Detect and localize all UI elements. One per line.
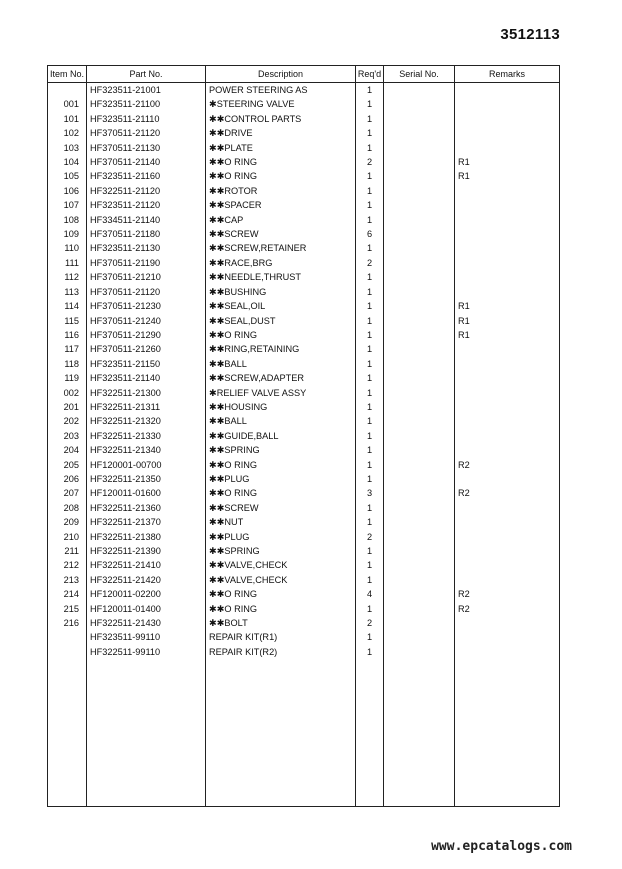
cell-reqd: 1 bbox=[356, 328, 384, 342]
cell-remarks bbox=[455, 544, 560, 558]
cell-remarks bbox=[455, 126, 560, 140]
cell-serial-no bbox=[384, 486, 455, 500]
cell-item-no: 213 bbox=[48, 573, 87, 587]
cell-item-no: 209 bbox=[48, 515, 87, 529]
cell-part-no: HF334511-21140 bbox=[87, 213, 206, 227]
cell-description: ✱✱O RING bbox=[206, 155, 356, 169]
cell-reqd: 1 bbox=[356, 515, 384, 529]
cell-serial-no bbox=[384, 357, 455, 371]
cell-item-no: 002 bbox=[48, 386, 87, 400]
cell-description: ✱✱GUIDE,BALL bbox=[206, 429, 356, 443]
cell-description: ✱✱ROTOR bbox=[206, 184, 356, 198]
cell-description: REPAIR KIT(R2) bbox=[206, 645, 356, 659]
cell-description: POWER STEERING AS bbox=[206, 83, 356, 98]
table-row bbox=[48, 429, 560, 443]
cell-serial-no bbox=[384, 501, 455, 515]
cell-serial-no bbox=[384, 630, 455, 644]
cell-reqd: 1 bbox=[356, 213, 384, 227]
cell-part-no: HF322511-21380 bbox=[87, 530, 206, 544]
table-row bbox=[48, 97, 560, 111]
table-row bbox=[48, 256, 560, 270]
cell-part-no: HF370511-21260 bbox=[87, 342, 206, 356]
cell-remarks bbox=[455, 184, 560, 198]
cell-item-no: 101 bbox=[48, 112, 87, 126]
cell-description: ✱STEERING VALVE bbox=[206, 97, 356, 111]
cell-remarks bbox=[455, 256, 560, 270]
cell-part-no: HF120011-01600 bbox=[87, 486, 206, 500]
cell-description: ✱✱PLATE bbox=[206, 141, 356, 155]
cell-reqd: 4 bbox=[356, 587, 384, 601]
table-row bbox=[48, 386, 560, 400]
cell-reqd: 6 bbox=[356, 227, 384, 241]
cell-item-no: 115 bbox=[48, 314, 87, 328]
cell-item-no: 211 bbox=[48, 544, 87, 558]
table-row bbox=[48, 602, 560, 616]
table-row bbox=[48, 587, 560, 601]
cell-remarks bbox=[455, 443, 560, 457]
cell-serial-no bbox=[384, 198, 455, 212]
cell-reqd: 1 bbox=[356, 270, 384, 284]
table-row bbox=[48, 270, 560, 284]
cell-part-no: HF370511-21290 bbox=[87, 328, 206, 342]
cell-description: ✱✱RING,RETAINING bbox=[206, 342, 356, 356]
cell-reqd: 1 bbox=[356, 299, 384, 313]
cell-part-no: HF322511-21360 bbox=[87, 501, 206, 515]
table-row bbox=[48, 112, 560, 126]
cell-part-no: HF370511-21210 bbox=[87, 270, 206, 284]
cell-serial-no bbox=[384, 587, 455, 601]
header-description: Description bbox=[206, 66, 356, 83]
cell-reqd: 1 bbox=[356, 371, 384, 385]
cell-description: ✱✱VALVE,CHECK bbox=[206, 558, 356, 572]
header-part-no: Part No. bbox=[87, 66, 206, 83]
cell-remarks bbox=[455, 616, 560, 630]
watermark: www.epcatalogs.com bbox=[431, 839, 572, 854]
cell-item-no: 118 bbox=[48, 357, 87, 371]
cell-remarks: R2 bbox=[455, 458, 560, 472]
table-row bbox=[48, 342, 560, 356]
cell-description: REPAIR KIT(R1) bbox=[206, 630, 356, 644]
cell-serial-no bbox=[384, 213, 455, 227]
table-row bbox=[48, 558, 560, 572]
cell-item-no: 214 bbox=[48, 587, 87, 601]
cell-item-no: 216 bbox=[48, 616, 87, 630]
cell-description: ✱✱O RING bbox=[206, 328, 356, 342]
cell-serial-no bbox=[384, 414, 455, 428]
cell-description: ✱✱RACE,BRG bbox=[206, 256, 356, 270]
table-row bbox=[48, 501, 560, 515]
cell-remarks: R2 bbox=[455, 587, 560, 601]
cell-reqd: 1 bbox=[356, 443, 384, 457]
cell-remarks: R2 bbox=[455, 486, 560, 500]
table-row bbox=[48, 616, 560, 630]
table-row bbox=[48, 414, 560, 428]
table-row bbox=[48, 126, 560, 140]
cell-description: ✱✱HOUSING bbox=[206, 400, 356, 414]
cell-serial-no bbox=[384, 155, 455, 169]
cell-reqd: 1 bbox=[356, 472, 384, 486]
cell-reqd: 1 bbox=[356, 83, 384, 98]
cell-part-no: HF322511-21420 bbox=[87, 573, 206, 587]
cell-item-no: 113 bbox=[48, 285, 87, 299]
cell-reqd: 1 bbox=[356, 112, 384, 126]
cell-item-no: 108 bbox=[48, 213, 87, 227]
table-row bbox=[48, 328, 560, 342]
table-row bbox=[48, 141, 560, 155]
table-row bbox=[48, 400, 560, 414]
cell-part-no: HF322511-21340 bbox=[87, 443, 206, 457]
cell-part-no: HF370511-21240 bbox=[87, 314, 206, 328]
cell-part-no: HF120011-01400 bbox=[87, 602, 206, 616]
cell-part-no: HF120011-02200 bbox=[87, 587, 206, 601]
cell-remarks bbox=[455, 342, 560, 356]
cell-part-no: HF323511-21150 bbox=[87, 357, 206, 371]
cell-serial-no bbox=[384, 83, 455, 98]
cell-part-no: HF323511-99110 bbox=[87, 630, 206, 644]
cell-serial-no bbox=[384, 112, 455, 126]
cell-description: ✱✱O RING bbox=[206, 602, 356, 616]
cell-item-no: 112 bbox=[48, 270, 87, 284]
cell-description: ✱✱O RING bbox=[206, 169, 356, 183]
cell-serial-no bbox=[384, 169, 455, 183]
table-row bbox=[48, 241, 560, 255]
cell-description: ✱✱BOLT bbox=[206, 616, 356, 630]
table-filler-row bbox=[48, 659, 560, 806]
cell-item-no: 106 bbox=[48, 184, 87, 198]
cell-remarks: R1 bbox=[455, 314, 560, 328]
cell-remarks bbox=[455, 515, 560, 529]
cell-description: ✱✱SEAL,DUST bbox=[206, 314, 356, 328]
cell-reqd: 2 bbox=[356, 616, 384, 630]
cell-reqd: 3 bbox=[356, 486, 384, 500]
cell-remarks bbox=[455, 83, 560, 98]
cell-item-no: 104 bbox=[48, 155, 87, 169]
cell-serial-no bbox=[384, 515, 455, 529]
cell-part-no: HF322511-21320 bbox=[87, 414, 206, 428]
cell-item-no: 205 bbox=[48, 458, 87, 472]
table-row bbox=[48, 515, 560, 529]
cell-reqd: 1 bbox=[356, 184, 384, 198]
cell-reqd: 1 bbox=[356, 169, 384, 183]
cell-serial-no bbox=[384, 616, 455, 630]
cell-part-no: HF120001-00700 bbox=[87, 458, 206, 472]
cell-remarks: R1 bbox=[455, 328, 560, 342]
cell-item-no: 203 bbox=[48, 429, 87, 443]
cell-remarks bbox=[455, 285, 560, 299]
cell-description: ✱✱BALL bbox=[206, 414, 356, 428]
cell-serial-no bbox=[384, 97, 455, 111]
cell-part-no: HF322511-21311 bbox=[87, 400, 206, 414]
cell-serial-no bbox=[384, 285, 455, 299]
table-row bbox=[48, 83, 560, 98]
cell-description: ✱✱SPRING bbox=[206, 544, 356, 558]
cell-remarks: R1 bbox=[455, 155, 560, 169]
cell-remarks bbox=[455, 112, 560, 126]
cell-part-no: HF370511-21120 bbox=[87, 285, 206, 299]
cell-remarks bbox=[455, 472, 560, 486]
cell-remarks bbox=[455, 530, 560, 544]
cell-description: ✱✱PLUG bbox=[206, 530, 356, 544]
cell-reqd: 2 bbox=[356, 256, 384, 270]
cell-reqd: 1 bbox=[356, 630, 384, 644]
cell-item-no: 119 bbox=[48, 371, 87, 385]
cell-description: ✱✱SPACER bbox=[206, 198, 356, 212]
table-row bbox=[48, 544, 560, 558]
cell-description: ✱✱SCREW,ADAPTER bbox=[206, 371, 356, 385]
cell-serial-no bbox=[384, 299, 455, 313]
parts-table-body bbox=[48, 83, 560, 807]
cell-part-no: HF323511-21100 bbox=[87, 97, 206, 111]
cell-reqd: 1 bbox=[356, 400, 384, 414]
cell-remarks: R1 bbox=[455, 169, 560, 183]
cell-reqd: 1 bbox=[356, 645, 384, 659]
cell-serial-no bbox=[384, 328, 455, 342]
cell-serial-no bbox=[384, 371, 455, 385]
table-row bbox=[48, 155, 560, 169]
cell-serial-no bbox=[384, 573, 455, 587]
cell-description: ✱✱CAP bbox=[206, 213, 356, 227]
cell-item-no: 107 bbox=[48, 198, 87, 212]
table-row bbox=[48, 443, 560, 457]
cell-item-no: 212 bbox=[48, 558, 87, 572]
cell-part-no: HF370511-21180 bbox=[87, 227, 206, 241]
cell-description: ✱✱O RING bbox=[206, 486, 356, 500]
table-row bbox=[48, 169, 560, 183]
table-row bbox=[48, 371, 560, 385]
cell-item-no bbox=[48, 83, 87, 98]
cell-serial-no bbox=[384, 544, 455, 558]
cell-part-no: HF322511-21300 bbox=[87, 386, 206, 400]
cell-description: ✱✱BUSHING bbox=[206, 285, 356, 299]
cell-remarks bbox=[455, 241, 560, 255]
table-row bbox=[48, 645, 560, 659]
cell-description: ✱✱SEAL,OIL bbox=[206, 299, 356, 313]
cell-serial-no bbox=[384, 429, 455, 443]
cell-serial-no bbox=[384, 443, 455, 457]
table-row bbox=[48, 630, 560, 644]
cell-description: ✱✱NEEDLE,THRUST bbox=[206, 270, 356, 284]
header-reqd: Req'd bbox=[356, 66, 384, 83]
parts-table bbox=[47, 65, 560, 807]
cell-remarks: R2 bbox=[455, 602, 560, 616]
table-row bbox=[48, 184, 560, 198]
cell-remarks bbox=[455, 429, 560, 443]
cell-remarks bbox=[455, 270, 560, 284]
cell-item-no: 210 bbox=[48, 530, 87, 544]
cell-part-no: HF322511-21390 bbox=[87, 544, 206, 558]
cell-serial-no bbox=[384, 400, 455, 414]
cell-serial-no bbox=[384, 126, 455, 140]
table-row bbox=[48, 285, 560, 299]
table-header-row bbox=[48, 66, 560, 83]
cell-part-no: HF370511-21190 bbox=[87, 256, 206, 270]
cell-description: ✱✱SCREW bbox=[206, 501, 356, 515]
cell-remarks bbox=[455, 141, 560, 155]
cell-description: ✱✱VALVE,CHECK bbox=[206, 573, 356, 587]
cell-serial-no bbox=[384, 256, 455, 270]
cell-part-no: HF322511-21330 bbox=[87, 429, 206, 443]
cell-part-no: HF323511-21160 bbox=[87, 169, 206, 183]
cell-description: ✱✱O RING bbox=[206, 587, 356, 601]
table-row bbox=[48, 458, 560, 472]
cell-item-no: 110 bbox=[48, 241, 87, 255]
cell-item-no: 105 bbox=[48, 169, 87, 183]
cell-reqd: 1 bbox=[356, 386, 384, 400]
table-row bbox=[48, 357, 560, 371]
cell-serial-no bbox=[384, 314, 455, 328]
cell-part-no: HF322511-21410 bbox=[87, 558, 206, 572]
cell-item-no: 001 bbox=[48, 97, 87, 111]
cell-part-no: HF323511-21001 bbox=[87, 83, 206, 98]
table-row bbox=[48, 486, 560, 500]
cell-reqd: 1 bbox=[356, 198, 384, 212]
document-number: 3512113 bbox=[500, 26, 560, 43]
cell-remarks bbox=[455, 400, 560, 414]
cell-reqd: 1 bbox=[356, 429, 384, 443]
cell-remarks: R1 bbox=[455, 299, 560, 313]
cell-serial-no bbox=[384, 602, 455, 616]
cell-remarks bbox=[455, 558, 560, 572]
cell-part-no: HF323511-21130 bbox=[87, 241, 206, 255]
cell-part-no: HF323511-21140 bbox=[87, 371, 206, 385]
cell-reqd: 1 bbox=[356, 544, 384, 558]
table-row bbox=[48, 530, 560, 544]
cell-reqd: 1 bbox=[356, 414, 384, 428]
cell-item-no: 114 bbox=[48, 299, 87, 313]
cell-description: ✱✱PLUG bbox=[206, 472, 356, 486]
cell-reqd: 1 bbox=[356, 314, 384, 328]
cell-part-no: HF322511-21370 bbox=[87, 515, 206, 529]
cell-serial-no bbox=[384, 530, 455, 544]
cell-reqd: 1 bbox=[356, 285, 384, 299]
cell-reqd: 2 bbox=[356, 530, 384, 544]
header-remarks: Remarks bbox=[455, 66, 560, 83]
cell-remarks bbox=[455, 371, 560, 385]
cell-remarks bbox=[455, 213, 560, 227]
cell-item-no: 117 bbox=[48, 342, 87, 356]
cell-item-no: 116 bbox=[48, 328, 87, 342]
cell-description: ✱✱O RING bbox=[206, 458, 356, 472]
cell-item-no: 206 bbox=[48, 472, 87, 486]
cell-part-no: HF323511-21120 bbox=[87, 198, 206, 212]
cell-reqd: 1 bbox=[356, 501, 384, 515]
cell-remarks bbox=[455, 573, 560, 587]
cell-item-no bbox=[48, 645, 87, 659]
cell-item-no: 109 bbox=[48, 227, 87, 241]
table-row bbox=[48, 314, 560, 328]
cell-remarks bbox=[455, 97, 560, 111]
cell-item-no: 201 bbox=[48, 400, 87, 414]
cell-serial-no bbox=[384, 241, 455, 255]
table-row bbox=[48, 299, 560, 313]
cell-serial-no bbox=[384, 227, 455, 241]
cell-part-no: HF370511-21120 bbox=[87, 126, 206, 140]
cell-item-no: 215 bbox=[48, 602, 87, 616]
cell-remarks bbox=[455, 198, 560, 212]
cell-serial-no bbox=[384, 645, 455, 659]
cell-reqd: 1 bbox=[356, 141, 384, 155]
cell-part-no: HF322511-21430 bbox=[87, 616, 206, 630]
cell-description: ✱✱SCREW bbox=[206, 227, 356, 241]
cell-reqd: 1 bbox=[356, 357, 384, 371]
cell-item-no bbox=[48, 630, 87, 644]
cell-reqd: 1 bbox=[356, 558, 384, 572]
table-row bbox=[48, 472, 560, 486]
cell-description: ✱✱CONTROL PARTS bbox=[206, 112, 356, 126]
cell-remarks bbox=[455, 645, 560, 659]
cell-item-no: 202 bbox=[48, 414, 87, 428]
cell-part-no: HF323511-21110 bbox=[87, 112, 206, 126]
cell-description: ✱✱NUT bbox=[206, 515, 356, 529]
cell-reqd: 1 bbox=[356, 126, 384, 140]
cell-description: ✱✱SPRING bbox=[206, 443, 356, 457]
cell-item-no: 204 bbox=[48, 443, 87, 457]
cell-serial-no bbox=[384, 558, 455, 572]
cell-part-no: HF322511-99110 bbox=[87, 645, 206, 659]
cell-item-no: 207 bbox=[48, 486, 87, 500]
cell-part-no: HF370511-21130 bbox=[87, 141, 206, 155]
cell-remarks bbox=[455, 386, 560, 400]
cell-serial-no bbox=[384, 270, 455, 284]
cell-item-no: 208 bbox=[48, 501, 87, 515]
header-serial-no: Serial No. bbox=[384, 66, 455, 83]
cell-description: ✱✱SCREW,RETAINER bbox=[206, 241, 356, 255]
cell-remarks bbox=[455, 357, 560, 371]
cell-remarks bbox=[455, 501, 560, 515]
cell-remarks bbox=[455, 414, 560, 428]
cell-description: ✱✱BALL bbox=[206, 357, 356, 371]
cell-part-no: HF322511-21350 bbox=[87, 472, 206, 486]
cell-remarks bbox=[455, 227, 560, 241]
cell-reqd: 1 bbox=[356, 241, 384, 255]
header-item-no: Item No. bbox=[48, 66, 87, 83]
cell-reqd: 1 bbox=[356, 342, 384, 356]
cell-part-no: HF370511-21140 bbox=[87, 155, 206, 169]
cell-reqd: 1 bbox=[356, 458, 384, 472]
table-row bbox=[48, 213, 560, 227]
table-row bbox=[48, 227, 560, 241]
cell-description: ✱RELIEF VALVE ASSY bbox=[206, 386, 356, 400]
table-row bbox=[48, 198, 560, 212]
cell-item-no: 102 bbox=[48, 126, 87, 140]
cell-serial-no bbox=[384, 342, 455, 356]
cell-serial-no bbox=[384, 141, 455, 155]
cell-part-no: HF370511-21230 bbox=[87, 299, 206, 313]
cell-item-no: 111 bbox=[48, 256, 87, 270]
table-row bbox=[48, 573, 560, 587]
cell-serial-no bbox=[384, 458, 455, 472]
cell-serial-no bbox=[384, 184, 455, 198]
cell-item-no: 103 bbox=[48, 141, 87, 155]
cell-reqd: 1 bbox=[356, 602, 384, 616]
cell-part-no: HF322511-21120 bbox=[87, 184, 206, 198]
cell-description: ✱✱DRIVE bbox=[206, 126, 356, 140]
cell-reqd: 2 bbox=[356, 155, 384, 169]
cell-remarks bbox=[455, 630, 560, 644]
cell-reqd: 1 bbox=[356, 97, 384, 111]
cell-serial-no bbox=[384, 472, 455, 486]
cell-serial-no bbox=[384, 386, 455, 400]
cell-reqd: 1 bbox=[356, 573, 384, 587]
